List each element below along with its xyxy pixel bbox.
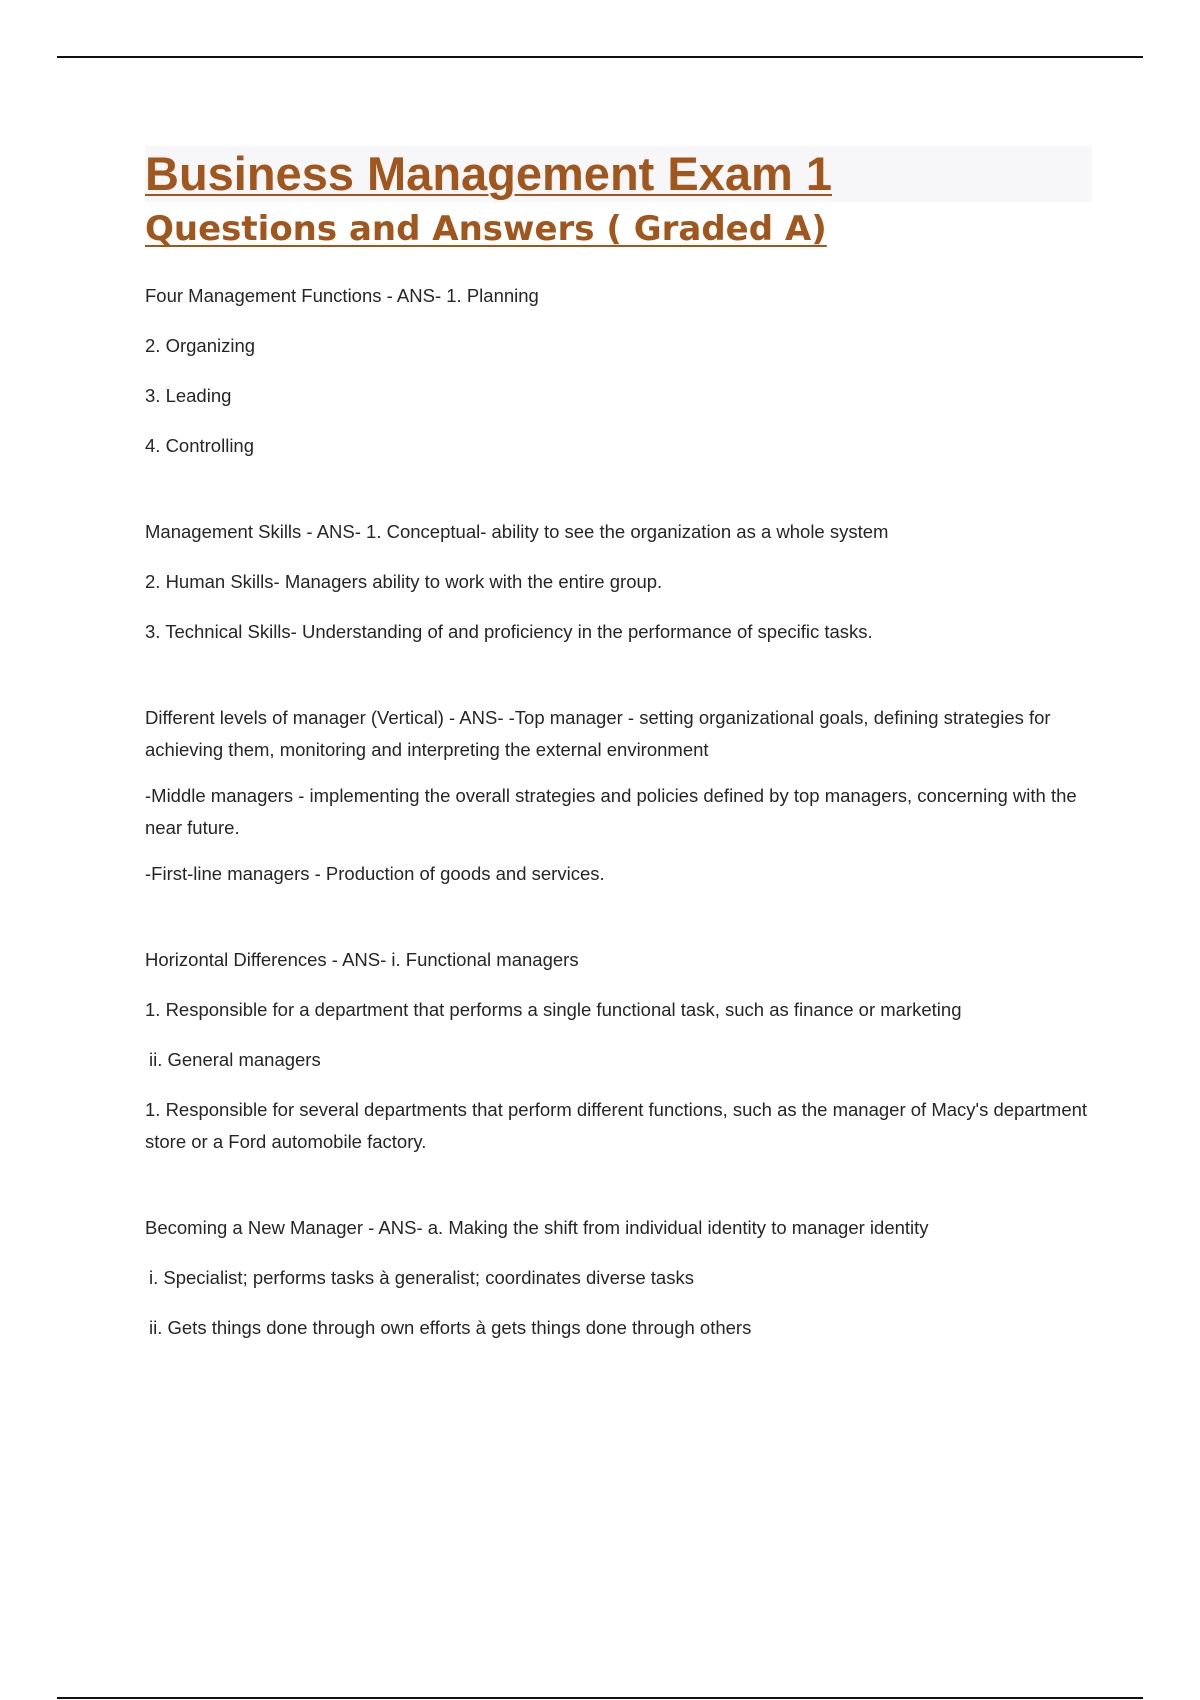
qa-line: Different levels of manager (Vertical) - ANS- -Top manager - setting organizational goals, defining strategies for achieving them, monitoring and interpreting the external environment: [145, 707, 1051, 760]
qa-body: [145, 280, 1090, 1344]
qa-block-management-functions: [145, 280, 1090, 462]
qa-line: 2. Human Skills- Managers ability to work with the entire group.: [145, 571, 663, 592]
qa-line: 3. Leading: [145, 385, 232, 406]
title-band: [145, 146, 1092, 202]
document-page: [145, 146, 1090, 1398]
document-title: Business Management Exam 1: [145, 147, 832, 200]
qa-line: 2. Organizing: [145, 335, 256, 356]
qa-block-manager-levels: [145, 702, 1090, 890]
qa-block-new-manager: [145, 1212, 1090, 1344]
qa-line: 1. Responsible for several departments that perform different functions, such as the manager of Macy's department store or a Ford automobile factory.: [145, 1099, 1088, 1152]
document-subtitle: Questions and Answers ( Graded A): [145, 209, 827, 249]
qa-block-management-skills: [145, 516, 1090, 648]
qa-line: 1. Responsible for a department that performs a single functional task, such as finance or marketing: [145, 999, 962, 1020]
qa-line: -Middle managers - implementing the overall strategies and policies defined by top managers, concerning with the near future.: [145, 785, 1077, 838]
qa-line: 4. Controlling: [145, 435, 255, 456]
qa-line: ii. General managers: [149, 1049, 321, 1070]
qa-line: i. Specialist; performs tasks à generalist; coordinates diverse tasks: [149, 1267, 694, 1288]
qa-line: Becoming a New Manager - ANS- a. Making the shift from individual identity to manager identity: [145, 1217, 929, 1238]
qa-line: Horizontal Differences - ANS- i. Functional managers: [145, 949, 579, 970]
qa-line: ii. Gets things done through own efforts à gets things done through others: [149, 1317, 752, 1338]
qa-line: -First-line managers - Production of goods and services.: [145, 863, 605, 884]
qa-block-horizontal-differences: [145, 944, 1090, 1158]
qa-line: Management Skills - ANS- 1. Conceptual- ability to see the organization as a whole system: [145, 521, 889, 542]
qa-line: 3. Technical Skills- Understanding of and proficiency in the performance of specific tasks.: [145, 621, 873, 642]
top-rule: [57, 56, 1143, 58]
qa-line: Four Management Functions - ANS- 1. Planning: [145, 285, 539, 306]
bottom-rule: [57, 1697, 1143, 1699]
